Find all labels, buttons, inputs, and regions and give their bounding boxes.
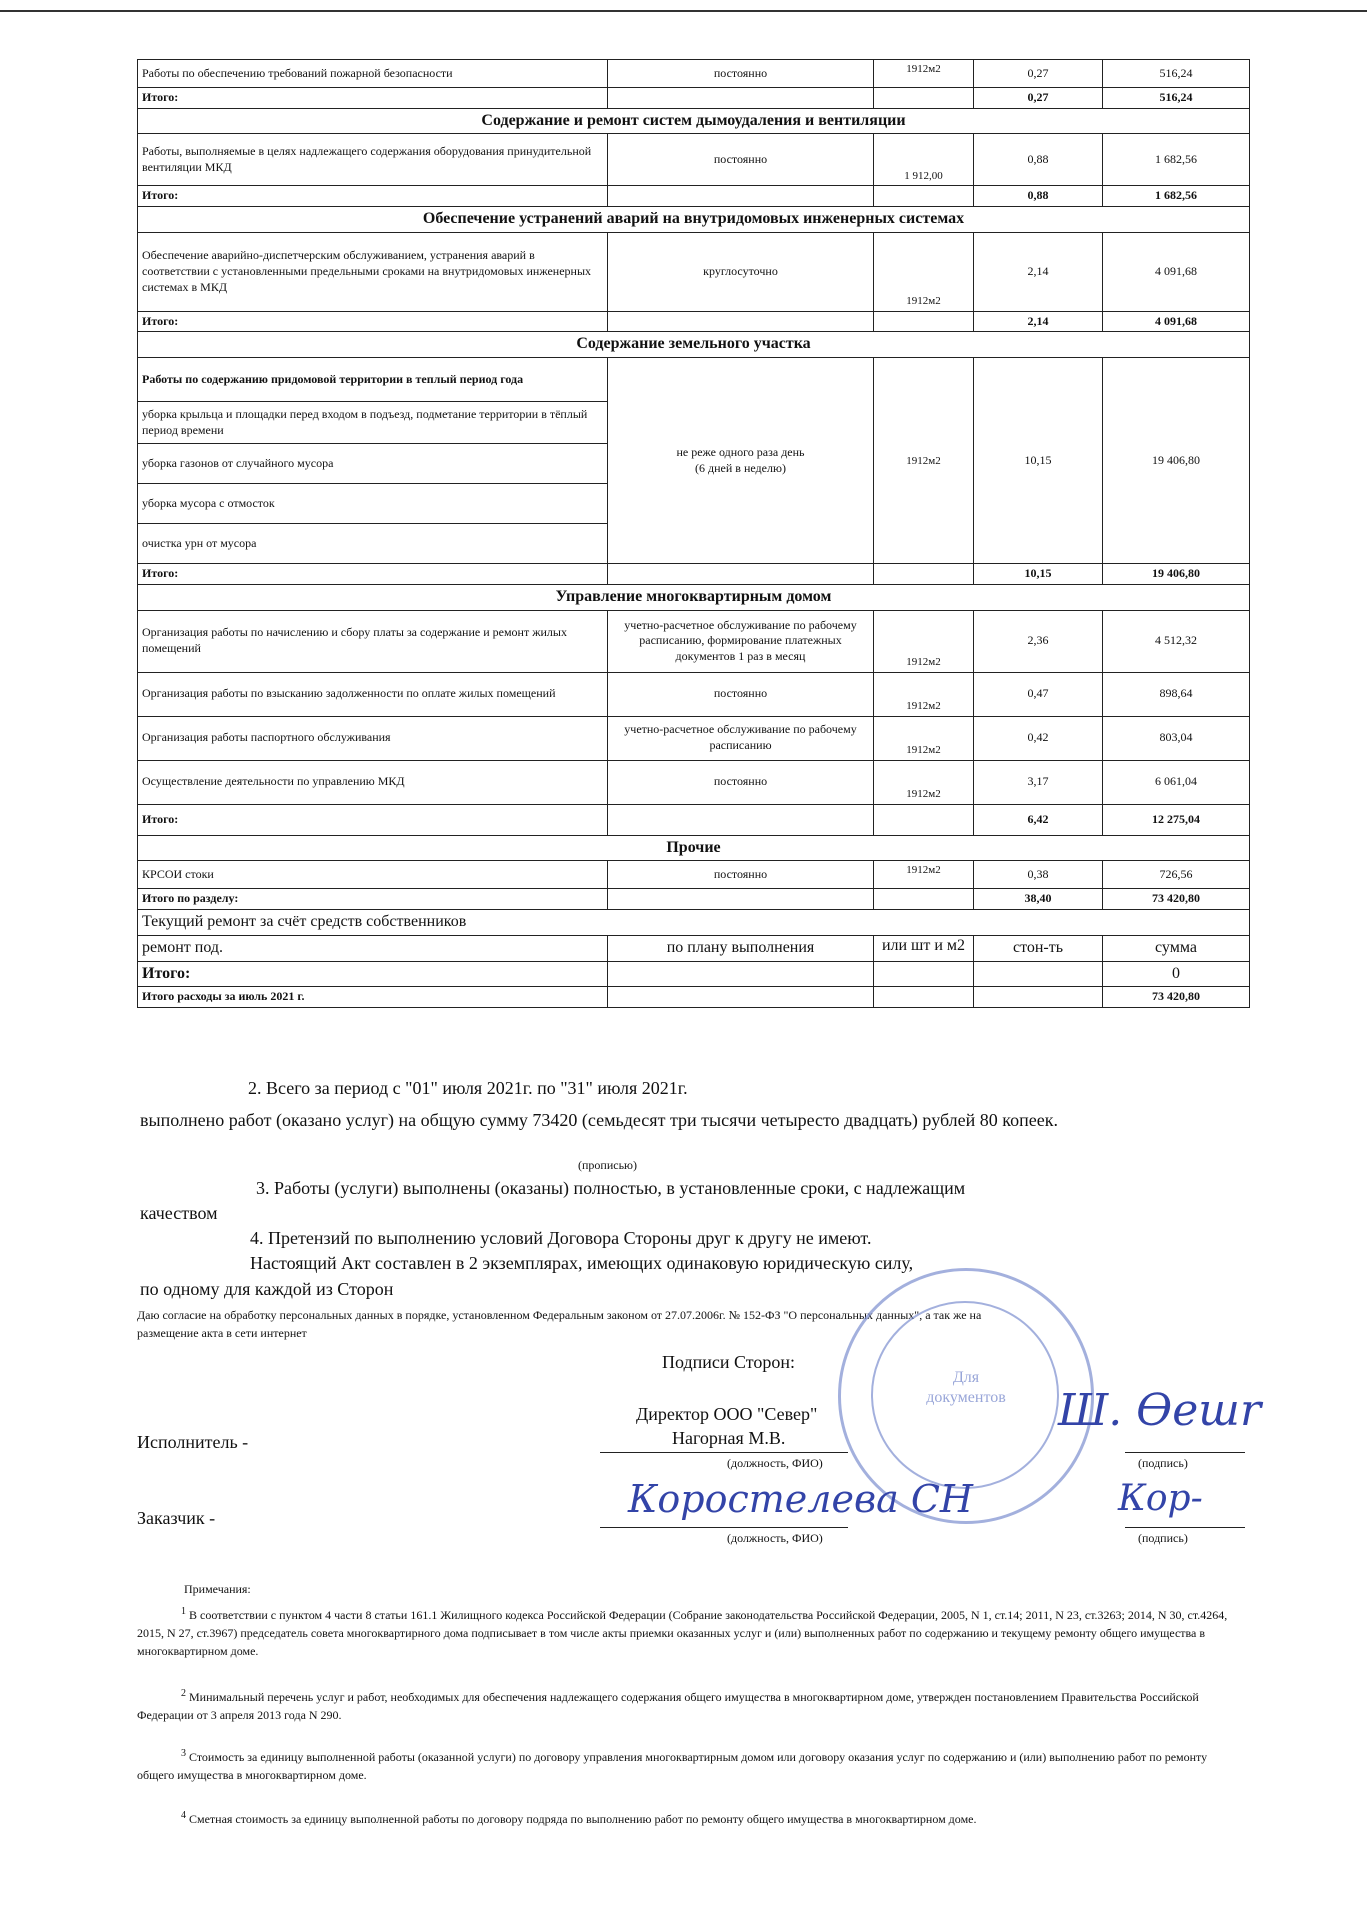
customer-label: Заказчик - xyxy=(137,1508,216,1528)
paragraph-5: Настоящий Акт составлен в 2 экземплярах, имеющих одинаковую юридическую силу, xyxy=(250,1253,914,1273)
executor-sign-line xyxy=(1125,1452,1245,1453)
note-4: $^4$ Сметная стоимость за единицу выполненной работы по договору подряда по выполнению работ по ремонту общего имущества в многоквартирном доме. xyxy=(181,1810,977,1826)
service-sum: 803,04 xyxy=(1103,716,1250,760)
company-stamp: Для документов xyxy=(838,1268,1094,1524)
service-rate: 0,27 xyxy=(974,60,1103,88)
customer-fio-caption: (должность, ФИО) xyxy=(727,1531,823,1545)
service-rate: 2,36 xyxy=(974,610,1103,672)
section-title: Обеспечение устранений аварий на внутридомовых инженерных системах xyxy=(138,206,1250,232)
total-row xyxy=(138,804,1250,835)
scan-top-line xyxy=(0,10,1367,12)
service-row xyxy=(138,232,1250,311)
repair-rate: стон-ть xyxy=(974,935,1103,961)
service-row xyxy=(138,610,1250,672)
service-period: учетно-расчетное обслуживание по рабочему расписанию, формирование платежных документов 1 раз в месяц xyxy=(608,610,874,672)
service-sum: 1 682,56 xyxy=(1103,134,1250,186)
executor-signature: Ш. Ѳeшr xyxy=(1058,1385,1262,1436)
service-row xyxy=(138,134,1250,186)
service-row xyxy=(138,60,1250,88)
grand-total-sum: 73 420,80 xyxy=(1103,987,1250,1008)
service-row xyxy=(138,861,1250,889)
repair-period: по плану выполнения xyxy=(608,935,874,961)
section-row xyxy=(138,332,1250,358)
service-sum: 516,24 xyxy=(1103,60,1250,88)
total-row xyxy=(138,186,1250,207)
land-item: уборка мусора с отмосток xyxy=(138,484,608,524)
total-rate: 6,42 xyxy=(974,804,1103,835)
total-row xyxy=(138,889,1250,910)
propisyu-caption: (прописью) xyxy=(578,1158,638,1172)
total-label: Итого по разделу: xyxy=(138,889,608,910)
service-name: Организация работы по начислению и сбору платы за содержание и ремонт жилых помещений xyxy=(138,610,608,672)
total-rate: 10,15 xyxy=(974,564,1103,585)
repair-total-label: Итого: xyxy=(138,961,608,987)
total-label: Итого: xyxy=(138,804,608,835)
executor-label: Исполнитель - xyxy=(137,1432,249,1452)
director-position: Директор ООО "Север" xyxy=(636,1404,818,1424)
section-title: Содержание и ремонт систем дымоудаления и вентиляции xyxy=(138,108,1250,134)
repair-total-row xyxy=(138,961,1250,987)
service-period: постоянно xyxy=(608,60,874,88)
service-rate: 0,42 xyxy=(974,716,1103,760)
executor-fio-caption: (должность, ФИО) xyxy=(727,1456,823,1470)
total-label: Итого: xyxy=(138,564,608,585)
repair-name: ремонт под. xyxy=(138,935,608,961)
repair-unit: или шт и м2 xyxy=(874,935,974,961)
service-sum: 4 512,32 xyxy=(1103,610,1250,672)
section-row xyxy=(138,108,1250,134)
total-rate: 0,88 xyxy=(974,186,1103,207)
service-period: постоянно xyxy=(608,134,874,186)
repair-header-row xyxy=(138,909,1250,935)
customer-sign-line xyxy=(1125,1527,1245,1528)
customer-fio-line xyxy=(600,1527,848,1528)
land-row xyxy=(138,358,1250,402)
land-item: Работы по содержанию придомовой территории в теплый период года xyxy=(138,358,608,402)
service-period: постоянно xyxy=(608,672,874,716)
executor-fio-line xyxy=(600,1452,848,1453)
service-unit: 1912м2 xyxy=(874,861,974,889)
service-rate: 2,14 xyxy=(974,232,1103,311)
total-row xyxy=(138,311,1250,332)
customer-sign-caption: (подпись) xyxy=(1138,1531,1188,1545)
section-row xyxy=(138,584,1250,610)
service-sum: 726,56 xyxy=(1103,861,1250,889)
total-rate: 2,14 xyxy=(974,311,1103,332)
paragraph-3: 3. Работы (услуги) выполнены (оказаны) полностью, в установленные сроки, с надлежащим xyxy=(256,1178,966,1198)
service-name: Организация работы паспортного обслуживания xyxy=(138,716,608,760)
land-item: уборка крыльца и площадки перед входом в подъезд, подметание территории в тёплый период времени xyxy=(138,402,608,444)
note-1: $^1$ В соответствии с пунктом 4 части 8 статьи 161.1 Жилищного кодекса Российской Федерации (Собрание законодательства Российской Федерации, 2005, N 1, ст.14; 2011, N 23, ст.3263; 2014, N 30, ст.4264, 2015, N 27, ст.3967) председатель совета многоквартирного дома подписывает в том числе акты приемки оказанных услуг и (или) выполненных работ по содержанию и текущему ремонту общего имущества в многоквартирном доме. xyxy=(137,1606,1228,1658)
service-unit: 1912м2 xyxy=(874,610,974,672)
service-unit: 1912м2 xyxy=(874,60,974,88)
total-label: Итого: xyxy=(138,186,608,207)
total-sum: 12 275,04 xyxy=(1103,804,1250,835)
paragraph-3-end: качеством xyxy=(140,1203,218,1223)
total-label: Итого: xyxy=(138,88,608,109)
service-row xyxy=(138,760,1250,804)
land-item: очистка урн от мусора xyxy=(138,524,608,564)
total-row xyxy=(138,564,1250,585)
section-row xyxy=(138,206,1250,232)
repair-row xyxy=(138,935,1250,961)
grand-total-label: Итого расходы за июль 2021 г. xyxy=(138,987,608,1008)
total-label: Итого: xyxy=(138,311,608,332)
director-name: Нагорная М.В. xyxy=(672,1428,786,1448)
paragraph-2-period: 2. Всего за период с "01" июля 2021г. по "31" июля 2021г. xyxy=(248,1078,688,1098)
land-sum: 19 406,80 xyxy=(1103,358,1250,564)
section-row xyxy=(138,835,1250,861)
section-title: Прочие xyxy=(138,835,1250,861)
total-rate: 38,40 xyxy=(974,889,1103,910)
paragraph-5-end: по одному для каждой из Сторон xyxy=(140,1279,394,1299)
service-rate: 0,47 xyxy=(974,672,1103,716)
total-sum: 1 682,56 xyxy=(1103,186,1250,207)
service-period: круглосуточно xyxy=(608,232,874,311)
note-2: $^2$ Минимальный перечень услуг и работ, необходимых для обеспечения надлежащего содержания общего имущества в многоквартирном доме, утвержден постановлением Правительства Российской Федерации от 3 апреля 2013 года N 290. xyxy=(137,1688,1199,1722)
total-sum: 4 091,68 xyxy=(1103,311,1250,332)
service-sum: 898,64 xyxy=(1103,672,1250,716)
customer-signature: Коростелева СН xyxy=(628,1477,974,1521)
total-row xyxy=(138,88,1250,109)
grand-total-row xyxy=(138,987,1250,1008)
section-title: Управление многоквартирным домом xyxy=(138,584,1250,610)
executor-sign-caption: (подпись) xyxy=(1138,1456,1188,1470)
consent-text-2: размещение акта в сети интернет xyxy=(137,1326,307,1340)
services-table xyxy=(137,59,1250,1008)
service-unit: 1912м2 xyxy=(874,672,974,716)
total-sum: 516,24 xyxy=(1103,88,1250,109)
service-rate: 0,38 xyxy=(974,861,1103,889)
signatures-title: Подписи Сторон: xyxy=(662,1352,796,1372)
customer-sign-mark: Кор- xyxy=(1118,1478,1203,1519)
land-unit: 1912м2 xyxy=(874,358,974,564)
section-title: Содержание земельного участка xyxy=(138,332,1250,358)
service-rate: 0,88 xyxy=(974,134,1103,186)
total-rate: 0,27 xyxy=(974,88,1103,109)
service-row xyxy=(138,672,1250,716)
land-period: не реже одного раза день (6 дней в неделю) xyxy=(608,358,874,564)
service-sum: 6 061,04 xyxy=(1103,760,1250,804)
land-rate: 10,15 xyxy=(974,358,1103,564)
service-row xyxy=(138,716,1250,760)
land-item: уборка газонов от случайного мусора xyxy=(138,444,608,484)
total-sum: 73 420,80 xyxy=(1103,889,1250,910)
service-unit: 1912м2 xyxy=(874,760,974,804)
paragraph-4: 4. Претензий по выполнению условий Договора Стороны друг к другу не имеют. xyxy=(250,1228,872,1248)
notes-title: Примечания: xyxy=(184,1582,251,1596)
service-unit: 1912м2 xyxy=(874,232,974,311)
service-name: Работы по обеспечению требований пожарной безопасности xyxy=(138,60,608,88)
service-name: Обеспечение аварийно-диспетчерским обслуживанием, устранения аварий в соответствии с установленными предельными сроками на внутридомовых инженерных системах в МКД xyxy=(138,232,608,311)
service-period: учетно-расчетное обслуживание по рабочему расписанию xyxy=(608,716,874,760)
service-unit: 1 912,00 xyxy=(874,134,974,186)
service-period: постоянно xyxy=(608,760,874,804)
paragraph-2-total: выполнено работ (оказано услуг) на общую сумму 73420 (семьдесят три тысячи четыресто двадцать) рублей 80 копеек. xyxy=(140,1110,1058,1130)
repair-header: Текущий ремонт за счёт средств собственников xyxy=(138,909,1250,935)
service-name: Организация работы по взысканию задолженности по оплате жилых помещений xyxy=(138,672,608,716)
service-sum: 4 091,68 xyxy=(1103,232,1250,311)
note-3: $^3$ Стоимость за единицу выполненной работы (оказанной услуги) по договору управления многоквартирным домом или договору оказания услуг по содержанию и (или) выполнению работ по ремонту общего имущества в многоквартирном доме. xyxy=(137,1748,1208,1782)
consent-text: Даю согласие на обработку персональных данных в порядке, установленном Федеральным законом от 27.07.2006г. № 152-ФЗ "О персональных данных", а так же на xyxy=(137,1308,982,1322)
repair-total-sum: 0 xyxy=(1103,961,1250,987)
service-unit: 1912м2 xyxy=(874,716,974,760)
repair-sum: сумма xyxy=(1103,935,1250,961)
service-rate: 3,17 xyxy=(974,760,1103,804)
service-period: постоянно xyxy=(608,861,874,889)
service-name: КРСОИ стоки xyxy=(138,861,608,889)
service-name: Осуществление деятельности по управлению МКД xyxy=(138,760,608,804)
service-name: Работы, выполняемые в целях надлежащего содержания оборудования принудительной вентиляции МКД xyxy=(138,134,608,186)
total-sum: 19 406,80 xyxy=(1103,564,1250,585)
